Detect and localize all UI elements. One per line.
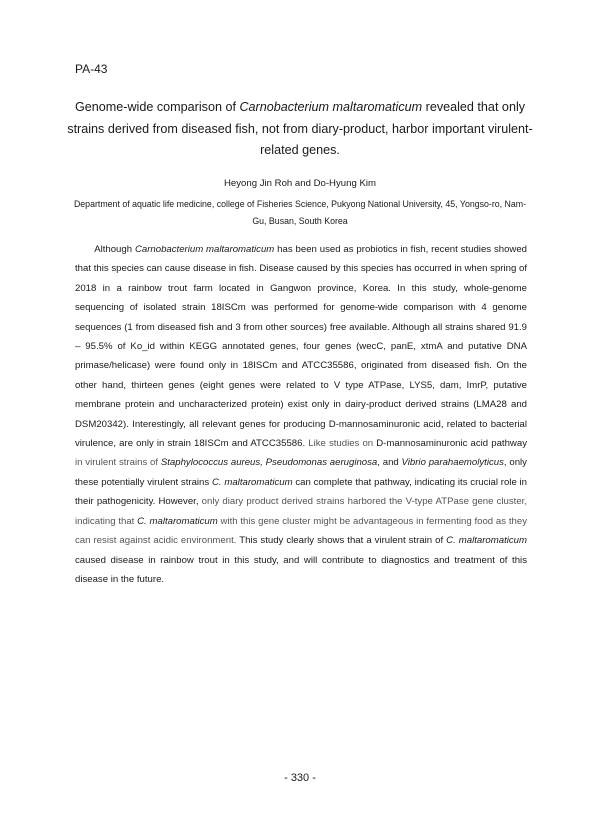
- page-number: - 330 -: [284, 772, 316, 784]
- title-part: revealed that only strains derived from diseased fish, not from diary-product, harbor important virulent-related genes.: [67, 100, 533, 157]
- abstract-text: This study clearly shows that a virulent strain of: [236, 535, 447, 547]
- abstract-code: PA-43: [75, 62, 108, 76]
- species-name: Vibrio parahaemolyticus: [401, 457, 504, 469]
- abstract-text: with this gene cluster might be advantageous in fermenting food as they can resist against acidic environment.: [75, 515, 527, 547]
- title-part: Genome-wide comparison of: [74, 100, 240, 114]
- abstract-text: , and: [377, 457, 402, 469]
- abstract-text: Like studies on: [305, 438, 377, 450]
- abstract-text: in virulent strains of: [75, 457, 161, 469]
- abstract-body: [75, 240, 527, 589]
- paper-title: [60, 97, 540, 162]
- species-name: C. maltaromaticum: [137, 515, 218, 527]
- abstract-text: only diary product derived strains harbored the V-type ATPase gene cluster, indicating that: [75, 496, 528, 527]
- abstract-text: Although: [94, 244, 135, 255]
- abstract-text: caused disease in rainbow trout in this study, and will contribute to diagnostics and treatment of this disease in the future.: [75, 554, 527, 585]
- title-species: Carnobacterium maltaromaticum: [239, 100, 423, 114]
- species-name: Carnobacterium maltaromaticum: [134, 244, 275, 255]
- authors: Heyong Jin Roh and Do-Hyung Kim: [224, 178, 376, 189]
- species-name: C. maltaromaticum: [211, 476, 293, 488]
- affiliation: Department of aquatic life medicine, college of Fisheries Science, Pukyong National University, 45, Yongso-ro, Nam-Gu, Busan, South Korea: [73, 199, 527, 226]
- abstract-text: D-mannosaminuronic acid pathway: [376, 438, 527, 450]
- species-name: C. maltaromaticum: [446, 535, 527, 547]
- abstract-text: , only these potentially virulent strains: [75, 457, 527, 488]
- species-name: Staphylococcus aureus, Pseudomonas aeruginosa: [160, 457, 378, 469]
- abstract-text: has been used as probiotics in fish, recent studies showed that this species can cause disease in fish. Disease caused by this species has occurred in when spring of 2018 in a rainbow trout farm located in Gangwon province, Korea. In this study, whole-genome sequencing of isolated strain 18ISCm was performed for genome-wide comparison with 4 genome sequences (1 from diseased fish and 3 from other sources) free available. Although all strains shared 91.9 – 95.5% of Ko_id within KEGG annotated genes, four genes (wecC, panE, xtmA and putative DNA primase/helicase) were found only in 18ISCm and ATCC35586, originated from diseased fish. On the other hand, thirteen genes (eight genes were related to V type ATPase, LYS5, dam, ImrP, putative membrane protein and uncharacterized protein) exist only in dairy-product derived strains (LMA28 and DSM20342). Interestingly, all relevant genes for producing D-mannosaminuronic acid, related to bacterial virulence, are only in strain 18ISCm and ATCC35586.: [75, 244, 528, 450]
- abstract-text: can complete that pathway, indicating its crucial role in their pathogenicity. However,: [75, 476, 528, 508]
